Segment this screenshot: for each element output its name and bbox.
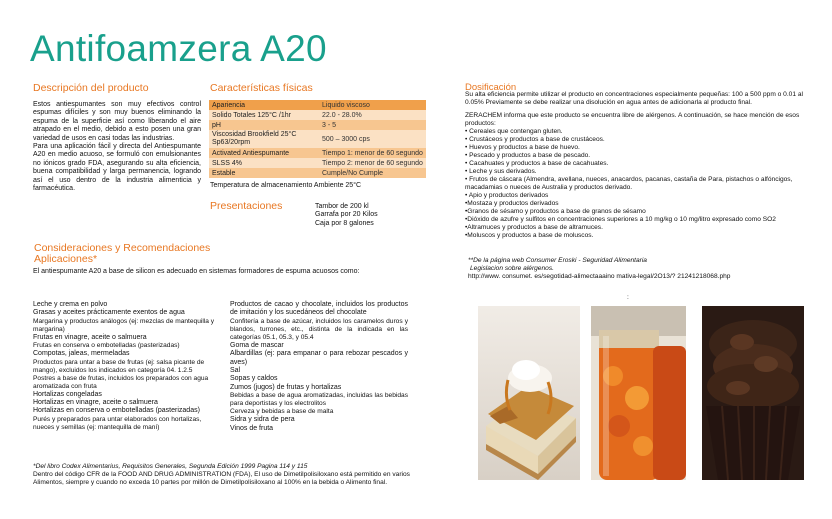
allergen-item: •Granos de sésamo y productos a base de granos de sésamo xyxy=(465,208,646,215)
allergen-item: • Huevos y productos a base de huevo. xyxy=(465,144,580,151)
application-item: Frutas en conserva o embotelladas (pasterizadas) xyxy=(33,342,180,350)
application-item: Sal xyxy=(230,367,241,375)
application-item: Zumos (jugos) de frutas y hortalizas xyxy=(230,383,342,391)
presentation-item: Caja por 8 galones xyxy=(315,219,374,227)
cheesecake-photo xyxy=(478,306,580,480)
presentations-list xyxy=(315,203,378,228)
prop-value: 500 – 3000 cps xyxy=(322,135,370,143)
application-item: Hortalizas congeladas xyxy=(33,390,102,398)
application-item: Confitería a base de azúcar, incluidos los caramelos duros y blandos, turrones, etc., distinta de la indicada en las categorías 05.1, 05.3, y 05.4 xyxy=(230,317,408,341)
description-heading: Descripción del producto xyxy=(33,82,149,94)
presentations-heading: Presentaciones xyxy=(210,200,283,212)
allergen-item: • Leche y sus derivados. xyxy=(465,168,537,175)
considerations-heading-line1: Consideraciones y Recomendaciones xyxy=(34,242,211,254)
allergen-item: • Frutos de cáscara (Almendra, avellana, nueces, anacardos, pacanas, castaña de Para, pistachos o alfóncigos, macadamias o nueces de Australia y productos derivado. xyxy=(465,176,793,191)
application-item: Sopas y caldos xyxy=(230,375,278,383)
stray-mark: : xyxy=(627,294,629,301)
footnote-fda: Dentro del código CFR de la FOOD AND DRUG ADMINISTRATION (FDA), El uso de Dimetilpolisiloxano está permitido en varios Alimentos, siempre y cuando no exceda 10 partes por millón de Dimetilpolisiloxano al 100% en la bebida o Alimento final. xyxy=(33,471,410,486)
allergen-source xyxy=(468,257,818,281)
application-item: Grasas y aceites prácticamente exentos de agua xyxy=(33,309,185,317)
allergen-source-title: **De la página web Consumer Eroski - Seguridad Alimentaria xyxy=(468,257,647,264)
footnote-source: *Del libro Codex Alimentarius, Requisitos Generales, Segunda Edición 1999 Pagina 114 y 115 xyxy=(33,463,308,470)
application-item: Albardillas (ej: para empanar o para rebozar pescados y aves) xyxy=(230,350,408,366)
presentation-item: Garrafa por 20 Kilos xyxy=(315,211,378,219)
prop-value: 22.0 - 28.0% xyxy=(322,111,362,119)
application-item: Purés y preparados para untar elaborados con hortalizas, nueces y semillas (ej: mantequilla de maní) xyxy=(33,415,202,431)
allergen-item: • Cereales que contengan gluten. xyxy=(465,128,563,135)
prop-label: Estable xyxy=(212,169,236,177)
considerations-heading xyxy=(34,243,210,265)
page-title: Antifoamzera A20 xyxy=(30,28,327,69)
footnote xyxy=(33,463,428,487)
presentation-item: Tambor de 200 kl xyxy=(315,203,369,210)
allergen-item: • Apio y productos derivados xyxy=(465,192,549,199)
prop-label: pH xyxy=(212,121,221,129)
considerations-heading-line2: Aplicaciones* xyxy=(34,253,98,265)
allergen-item: •Moluscos y productos a base de moluscos. xyxy=(465,232,594,239)
description-paragraph-1: Estos antiespumantes son muy efectivos control espumas difíciles y son muy buenos eliminando la espuma de la superficie así como liberando el aire atrapado en el medio, debido a esto posen una gran variedad de usos en casi todas las industrias. xyxy=(33,101,201,142)
dosage-text: Su alta eficiencia permite utilizar el producto en concentraciones especialmente pequeñas: 100 a 500 ppm o 0.01 al 0.05% Previamente se debe realizar una disolución en agua antes de adicionarla al producto final. xyxy=(465,91,803,106)
description-text xyxy=(33,101,201,193)
application-item: Frutas en vinagre, aceite o salmuera xyxy=(33,333,147,341)
allergen-item: • Pescado y productos a base de pescado. xyxy=(465,152,591,159)
application-item: Bebidas a base de agua aromatizadas, incluidas las bebidas para deportistas y los electrolitos xyxy=(230,392,408,408)
applications-column-2 xyxy=(230,301,408,433)
prop-label: Solido Totales 125°C /1hr xyxy=(212,111,291,119)
applications-column-1 xyxy=(33,301,223,432)
physical-heading: Características físicas xyxy=(210,82,313,94)
prop-label: Apariencia xyxy=(212,101,246,109)
application-item: Margarina y productos análogos (ej: mezclas de mantequilla y margarina) xyxy=(33,317,215,333)
dosage-heading: Dosificación xyxy=(465,82,517,93)
prop-label: Activated Antiespumante xyxy=(212,149,290,157)
prop-value: 3 - 5 xyxy=(322,121,337,129)
cupcake-photo xyxy=(702,306,804,480)
prop-label: SLSS 4% xyxy=(212,159,242,167)
application-item: Postres a base de frutas, incluidos los preparados con agua aromatizada con fruta xyxy=(33,374,209,390)
jars-photo xyxy=(591,306,686,480)
application-item: Productos de cacao y chocolate, incluidos los productos de imitación y los sucedáneos del chocolate xyxy=(230,301,408,317)
allergen-item: •Mostaza y productos derivados xyxy=(465,200,559,207)
prop-value: Cumple/No Cumple xyxy=(322,169,384,177)
allergen-item: •Altramuces y productos a base de altramuces. xyxy=(465,224,603,231)
allergen-source-subtitle: Legislacion sobre alérgenos. xyxy=(470,265,554,272)
application-item: Goma de mascar xyxy=(230,341,284,349)
application-item: Compotas, jaleas, mermeladas xyxy=(33,350,130,358)
allergen-list xyxy=(465,128,815,240)
allergen-intro: ZERACHEM informa que este producto se encuentra libre de alérgenos. A continuación, se hace mención de esos productos: xyxy=(465,112,800,127)
application-item: Hortalizas en vinagre, aceite o salmuera xyxy=(33,399,158,407)
application-item: Leche y crema en polvo xyxy=(33,301,108,308)
prop-label: Viscosidad Brookfield 25°C Sp63/20rpm xyxy=(212,131,297,146)
allergen-source-url: http://www. consumet. es/segotidad-alimectaaaino mativa-legal/2O13/? 21241218068.php xyxy=(468,273,731,280)
allergen-item: •Dióxido de azufre y sulfitos en concentraciones superiores a 10 mg/kg o 10 mg/litro expresado como SO2 xyxy=(465,216,776,223)
description-paragraph-2: Para una aplicación fácil y directa del Antiespumante A20 en medio acuoso, se formuló con emulsionantes no iónicos grado FDA, asegurando su alta eficiencia, buena compatibilidad y larga permanencia, logrando así el uso dentro de la industria alimenticia y farmacéutica. xyxy=(33,143,201,193)
prop-value: Liquido viscoso xyxy=(322,101,370,109)
considerations-intro: El antiespumante A20 a base de silicon es adecuado en sistemas formadores de espuma acuosos como: xyxy=(33,268,360,275)
application-item: Hortalizas en conserva o embotelladas (pasterizadas) xyxy=(33,407,200,415)
application-item: Vinos de fruta xyxy=(230,424,274,432)
application-item: Sidra y sidra de pera xyxy=(230,416,295,424)
storage-note: Temperatura de almacenamiento Ambiente 25°C xyxy=(210,182,362,189)
allergen-info xyxy=(465,112,815,240)
application-item: Productos para untar a base de frutas (ej: salsa picante de mango), excluidos los indicados en categoría 04. 1.2.5 xyxy=(33,358,205,374)
prop-value: Tiempo 1: menor de 60 segundo xyxy=(322,149,423,157)
prop-value: Tiempo 2: menor de 60 segundo xyxy=(322,159,423,167)
application-item: Cerveza y bebidas a base de malta xyxy=(230,408,334,416)
allergen-item: • Cacahuates y productos a base de cacahuates. xyxy=(465,160,609,167)
allergen-item: • Crustáceos y productos a base de crustáceos. xyxy=(465,136,605,143)
physical-properties-table xyxy=(209,100,426,178)
